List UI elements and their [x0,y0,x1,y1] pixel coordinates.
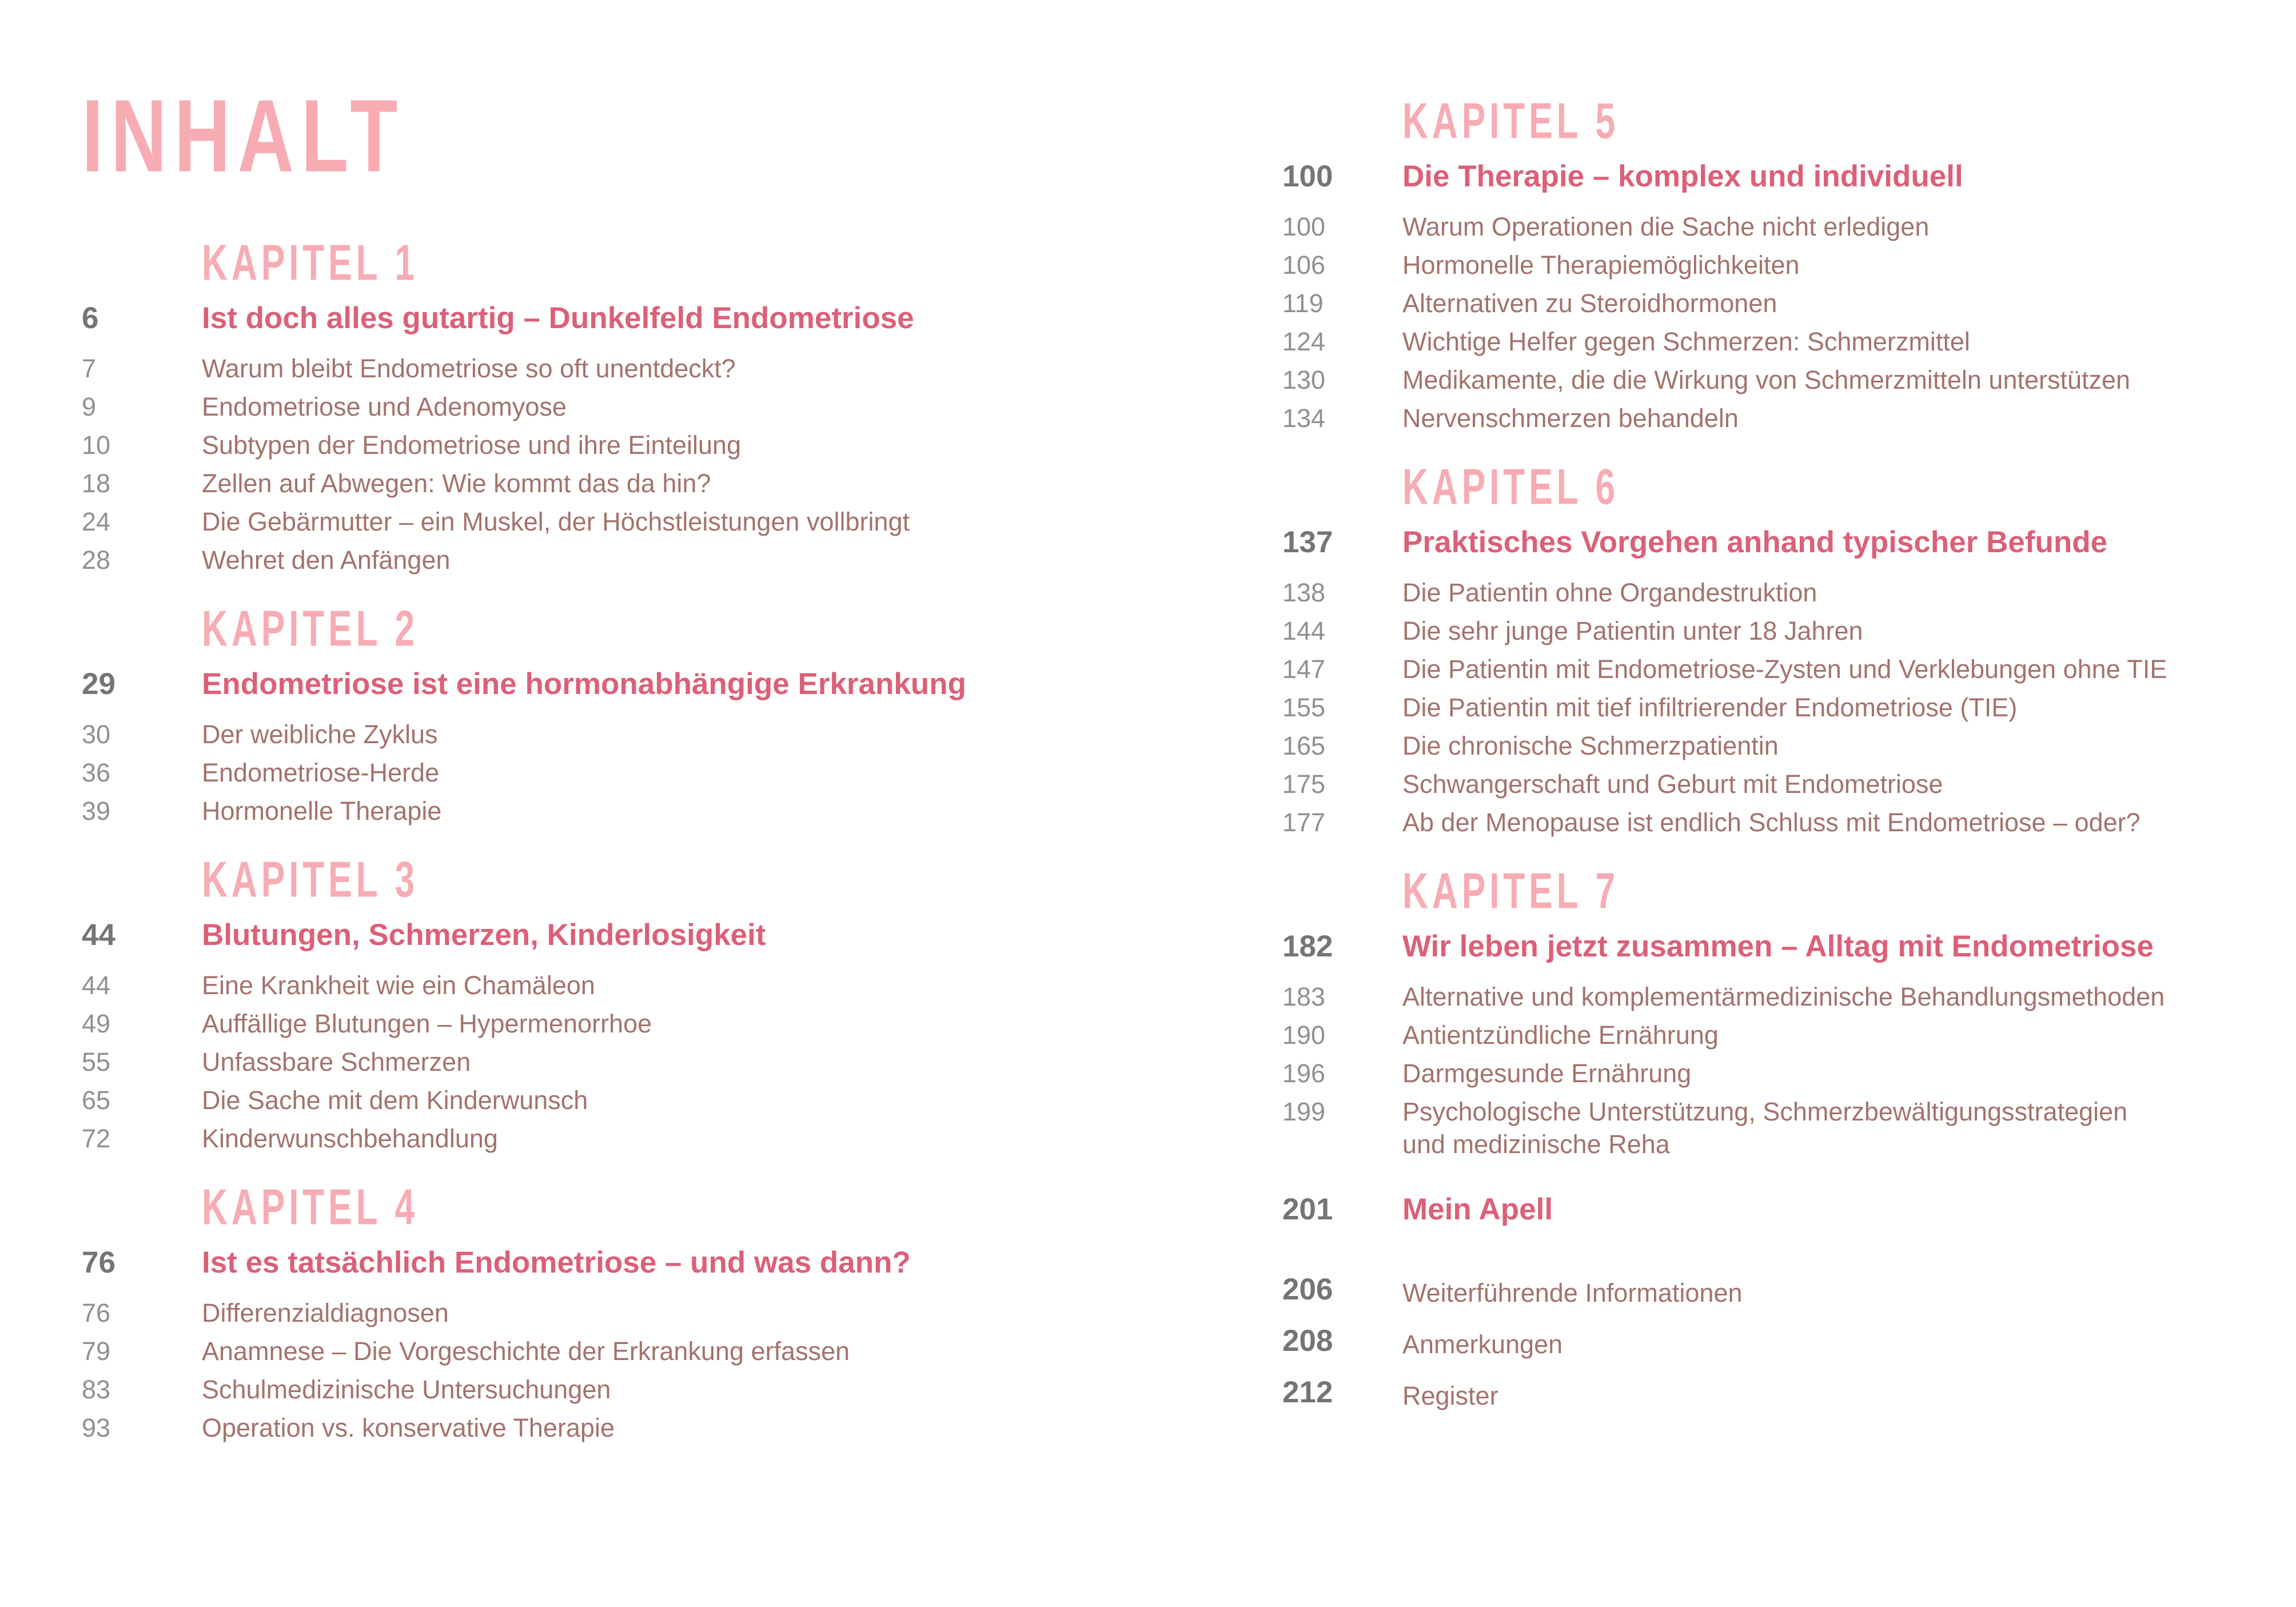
entry-page-number: 190 [1282,1020,1326,1050]
chapter-heading: KAPITEL 3 [202,851,419,908]
entry-page-number: 100 [1282,212,1326,241]
entry-page-number: 30 [82,720,111,749]
entry-title [202,352,1145,385]
entry-title-line: Die sehr junge Patientin unter 18 Jahren [1402,616,1863,645]
entry-title-line: Endometriose-Herde [202,758,440,787]
chapter-heading: KAPITEL 7 [1402,863,1620,919]
entry-title [1402,653,2289,685]
entry-page-number: 155 [1282,693,1326,722]
entry-title-line: Alternativen zu Steroidhormonen [1402,289,1777,318]
chapter-heading: KAPITEL 2 [202,600,419,657]
entry-title [202,795,1145,827]
entry-title-line: Warum bleibt Endometriose so oft unentdeckt? [202,354,736,383]
entry-title [1402,615,2289,647]
chapter-page-number: 44 [82,918,115,952]
toc-entry-row [82,1122,1145,1161]
chapter-title: Ist es tatsächlich Endometriose – und was dann? [202,1246,911,1279]
entry-title-line: Die Gebärmutter – ein Muskel, der Höchstleistungen vollbringt [202,507,910,536]
entry-title [1402,1095,2289,1161]
toc-entry-row [1282,1057,2289,1095]
entry-title [1402,287,2289,320]
entry-page-number: 79 [82,1337,111,1366]
toc-entry-row [82,467,1145,505]
toc-entry-row [82,969,1145,1007]
chapter-heading: KAPITEL 1 [202,234,419,291]
toc-entry-row [1282,691,2289,729]
chapter-title-row [1282,527,2289,575]
entry-title [202,544,1145,576]
entry-title-line: Kinderwunschbehandlung [202,1124,498,1153]
entry-page-number: 130 [1282,365,1326,394]
toc-left-column [82,0,1145,1450]
toc-entry-row [1282,729,2289,768]
chapter-entries [82,352,1145,582]
backmatter-title-row [1282,1194,2289,1242]
toc-entry-row [1282,1095,2289,1161]
entry-page-number: 144 [1282,616,1326,645]
backmatter-page-number: 208 [1282,1324,1333,1358]
entry-title [202,429,1145,461]
entry-title [1402,364,2289,396]
entry-page-number: 39 [82,796,111,826]
entry-title-line: Darmgesunde Ernährung [1402,1059,1692,1088]
entry-page-number: 138 [1282,578,1326,607]
entry-page-number: 147 [1282,655,1326,684]
entry-title-line: Schwangerschaft und Geburt mit Endometriose [1402,769,1943,799]
entry-page-number: 18 [82,469,111,498]
entry-title [1402,980,2289,1013]
toc-entry-row [82,795,1145,833]
entry-title [202,1411,1145,1444]
entry-title-line: Auffällige Blutungen – Hypermenorrhoe [202,1009,652,1038]
entry-title-line: Alternative und komplementärmedizinische Behandlungsmethoden [1402,982,2165,1011]
entry-page-number: 134 [1282,404,1326,433]
backmatter-title: Mein Apell [1402,1193,1553,1226]
entry-page-number: 7 [82,354,97,383]
entry-title-line: Hormonelle Therapie [202,796,442,826]
chapter-title: Praktisches Vorgehen anhand typischer Befunde [1402,525,2108,559]
toc-entry-row [1282,576,2289,615]
entry-page-number: 119 [1282,289,1324,318]
entry-page-number: 199 [1282,1097,1326,1126]
toc-entry-row [82,756,1145,795]
chapter-page-number: 201 [1282,1193,1333,1226]
toc-entry-row [1282,325,2289,364]
entry-page-number: 24 [82,507,111,536]
chapter-title-row [1282,931,2289,979]
backmatter-row [1282,1377,2289,1428]
entry-page-number: 72 [82,1124,111,1153]
chapter-title-row [82,302,1145,351]
toc-entry-row [1282,806,2289,844]
entry-title [202,756,1145,789]
chapter-title: Ist doch alles gutartig – Dunkelfeld Endometriose [202,301,914,335]
entry-title [1402,1019,2289,1051]
entry-title [1402,729,2289,762]
toc-entry-row [82,1297,1145,1335]
entry-title-line: Operation vs. konservative Therapie [202,1413,615,1442]
entry-title-line: Die Patientin ohne Organdestruktion [1402,578,1817,607]
toc-entry-row [82,1335,1145,1373]
toc-entry-row [1282,249,2289,287]
entry-title-line: Die Patientin mit Endometriose-Zysten und Verklebungen ohne TIE [1402,655,2167,684]
entry-page-number: 93 [82,1413,111,1442]
entry-title [1402,210,2289,243]
toc-entry-row [1282,980,2289,1019]
entry-title [1402,691,2289,724]
entry-title-line: Eine Krankheit wie ein Chamäleon [202,971,595,1000]
toc-entry-row [82,505,1145,544]
chapter-title-row [82,919,1145,968]
chapter-title: Blutungen, Schmerzen, Kinderlosigkeit [202,918,766,952]
chapter-title: Die Therapie – komplex und individuell [1402,159,1963,193]
toc-entry-row [82,1411,1145,1450]
entry-title [202,1084,1145,1116]
entry-title-line: Endometriose und Adenomyose [202,392,567,421]
entry-page-number: 36 [82,758,111,787]
toc-entry-row [1282,768,2289,806]
chapter-page-number: 29 [82,667,115,701]
entry-title [202,390,1145,423]
entry-title-line: Zellen auf Abwegen: Wie kommt das da hin? [202,469,711,498]
entry-title-line: und medizinische Reha [1402,1130,1670,1159]
chapter-entries [82,969,1145,1161]
toc-entry-row [82,544,1145,582]
entry-title [1402,806,2289,839]
entry-title-line: Schulmedizinische Untersuchungen [202,1375,611,1404]
entry-title-line: Die Sache mit dem Kinderwunsch [202,1086,588,1115]
entry-title [202,969,1145,1002]
chapter-entries [1282,210,2289,440]
entry-title-line: Warum Operationen die Sache nicht erledigen [1402,212,1930,241]
toc-entry-row [82,1084,1145,1122]
toc-entry-row [82,429,1145,467]
chapter-title: Endometriose ist eine hormonabhängige Erkrankung [202,667,967,701]
backmatter-page-number: 206 [1282,1273,1333,1306]
entry-page-number: 65 [82,1086,111,1115]
toc-right-column [1282,0,2289,1428]
entry-title [202,505,1145,538]
backmatter-label: Weiterführende Informationen [1402,1278,1743,1307]
entry-page-number: 175 [1282,769,1326,799]
chapter-page-number: 76 [82,1246,115,1279]
toc-entry-row [82,1046,1145,1084]
backmatter-row [1282,1325,2289,1377]
backmatter-label: Register [1402,1381,1498,1410]
chapter-page-number: 182 [1282,930,1333,963]
backmatter-label: Anmerkungen [1402,1330,1563,1359]
toc-entry-row [1282,615,2289,653]
entry-title [202,1007,1145,1040]
toc-entry-row [1282,210,2289,249]
entry-title [1402,402,2289,434]
entry-title [202,1122,1145,1155]
toc-entry-row [82,390,1145,429]
entry-title-line: Wichtige Helfer gegen Schmerzen: Schmerzmittel [1402,327,1970,356]
backmatter-row [1282,1274,2289,1325]
entry-title-line: Die Patientin mit tief infiltrierender Endometriose (TIE) [1402,693,2018,722]
entry-title-line: Die chronische Schmerzpatientin [1402,731,1779,760]
entry-page-number: 49 [82,1009,111,1038]
entry-page-number: 44 [82,971,111,1000]
toc-entry-row [82,718,1145,756]
entry-title-line: Psychologische Unterstützung, Schmerzbewältigungsstrategien [1402,1097,2128,1126]
entry-page-number: 196 [1282,1059,1326,1088]
entry-title [202,467,1145,500]
entry-page-number: 124 [1282,327,1326,356]
entry-page-number: 9 [82,392,97,421]
chapter-entries [82,1297,1145,1450]
toc-entry-row [82,352,1145,390]
entry-title [1402,1057,2289,1090]
entry-title [202,1046,1145,1078]
chapter-page-number: 137 [1282,525,1333,559]
entry-title [1402,249,2289,281]
entry-title [202,1297,1145,1329]
backmatter-page-number: 212 [1282,1375,1333,1409]
entry-title-line: Hormonelle Therapiemöglichkeiten [1402,250,1800,280]
chapter-entries [1282,576,2289,844]
toc-entry-row [1282,287,2289,325]
entry-page-number: 165 [1282,731,1326,760]
chapter-page-number: 6 [82,301,99,335]
entry-title-line: Anamnese – Die Vorgeschichte der Erkrankung erfassen [202,1337,850,1366]
entry-title-line: Antientzündliche Ernährung [1402,1020,1719,1050]
entry-title [202,1335,1145,1367]
chapter-title-row [82,668,1145,717]
toc-entry-row [1282,1019,2289,1057]
entry-title-line: Wehret den Anfängen [202,545,451,575]
toc-entry-row [1282,364,2289,402]
entry-title [202,718,1145,751]
chapter-entries [82,718,1145,833]
toc-entry-row [82,1007,1145,1046]
chapter-heading: KAPITEL 4 [202,1179,419,1235]
chapter-entries [1282,980,2289,1161]
entry-title-line: Der weibliche Zyklus [202,720,438,749]
chapter-title-row [1282,161,2289,209]
toc-entry-row [1282,402,2289,440]
toc-entry-row [1282,653,2289,691]
page-title: INHALT [82,78,405,194]
entry-page-number: 106 [1282,250,1326,280]
chapter-title: Wir leben jetzt zusammen – Alltag mit Endometriose [1402,930,2154,963]
chapter-heading: KAPITEL 6 [1402,458,1620,515]
entry-title-line: Nervenschmerzen behandeln [1402,404,1739,433]
entry-title [1402,325,2289,358]
entry-page-number: 28 [82,545,111,575]
entry-page-number: 76 [82,1298,111,1327]
entry-title-line: Ab der Menopause ist endlich Schluss mit Endometriose – oder? [1402,808,2140,837]
chapter-heading: KAPITEL 5 [1402,93,1620,149]
toc-entry-row [82,1373,1145,1411]
entry-page-number: 183 [1282,982,1326,1011]
chapter-page-number: 100 [1282,159,1333,193]
entry-page-number: 83 [82,1375,111,1404]
entry-page-number: 55 [82,1047,111,1076]
entry-page-number: 177 [1282,808,1326,837]
entry-title-line: Differenzialdiagnosen [202,1298,449,1327]
chapter-title-row [82,1247,1145,1295]
entry-title-line: Medikamente, die die Wirkung von Schmerzmitteln unterstützen [1402,365,2131,394]
entry-page-number: 10 [82,430,111,460]
entry-title [1402,768,2289,800]
entry-title-line: Subtypen der Endometriose und ihre Einteilung [202,430,742,460]
entry-title [1402,576,2289,609]
entry-title-line: Unfassbare Schmerzen [202,1047,471,1076]
entry-title [202,1373,1145,1406]
